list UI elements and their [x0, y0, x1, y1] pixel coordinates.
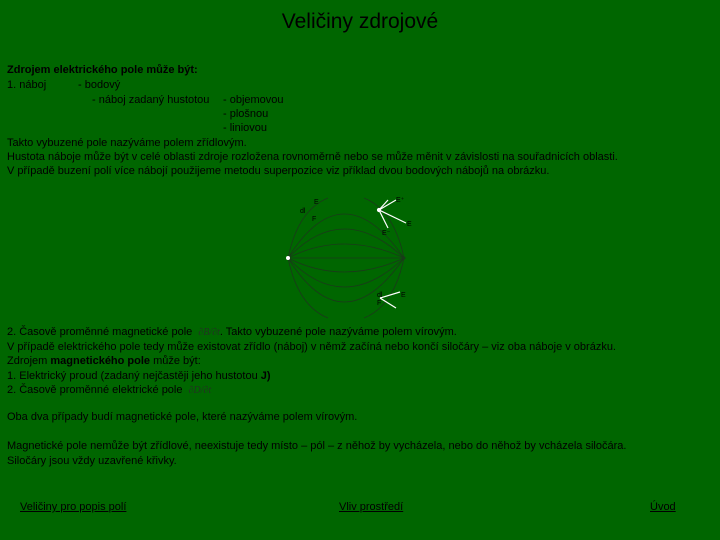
label-dl-bottom: dl — [377, 292, 383, 299]
dB-dt-formula: ∂B/∂t — [198, 327, 220, 338]
section2-line5 — [7, 384, 211, 397]
link-medium-influence[interactable]: Vliv prostředí — [339, 501, 404, 513]
link-home[interactable]: Úvod — [650, 501, 676, 513]
label-dl-top: dl — [300, 208, 306, 215]
label-e-plus: E⁺ — [396, 197, 405, 204]
section2-line3 — [7, 355, 201, 368]
label-e-bottom: E — [401, 292, 406, 299]
intro-paragraph-1: Takto vybuzené pole nazýváme polem zřídlovým. — [7, 137, 247, 149]
page-title: Veličiny zdrojové — [281, 10, 439, 33]
section2-line5-text: 2. Časově proměnné elektrické pole — [7, 384, 183, 396]
section2-line4-bold: J) — [260, 370, 271, 382]
density-volume: - objemovou — [223, 94, 284, 106]
section2-line1 — [7, 326, 457, 339]
label-f-bottom: F — [377, 300, 382, 307]
density-surface: - plošnou — [223, 108, 269, 120]
item1-point: - bodový — [78, 79, 121, 91]
label-e-minus: E⁻ — [382, 230, 391, 237]
intro-paragraph-3: V případě buzení polí více nábojí použijeme metodu superpozice viz příklad dvou bodových nábojů na obrázku. — [7, 165, 550, 177]
dD-dt-formula: ∂D/∂t — [188, 385, 212, 396]
section2-line1-text-b: . Takto vybuzené pole nazýváme polem vírovým. — [219, 326, 457, 338]
section2-line1-text: 2. Časově proměnné magnetické pole — [7, 326, 193, 338]
intro-heading: Zdrojem elektrického pole může být: — [7, 64, 198, 76]
label-e-top: E — [314, 199, 319, 206]
field-lines — [288, 198, 404, 318]
intro-paragraph-2: Hustota náboje může být v celé oblasti zdroje rozložena rovnoměrně nebo se může měnit v závislosti na souřadnicích oblasti. — [7, 151, 618, 163]
section2-line2: V případě elektrického pole tedy může existovat zřídlo (náboj) v němž začíná nebo končí siločáry – viz oba náboje v obrázku. — [7, 341, 616, 353]
negative-charge — [403, 257, 406, 260]
section2-line7: Magnetické pole nemůže být zřídlové, neexistuje tedy místo – pól – z něhož by vycházela, nebo do něhož by vcházela siločára. — [7, 440, 627, 452]
section2-line8: Siločáry jsou vždy uzavřené křivky. — [7, 455, 177, 467]
section2-line3-a: Zdrojem — [7, 355, 51, 367]
section2-line4 — [7, 370, 271, 383]
two-charges-field-figure — [278, 190, 423, 320]
label-e-right: E — [407, 221, 412, 228]
density-line: - liniovou — [223, 122, 268, 134]
item1-density: - náboj zadaný hustotou — [92, 94, 210, 106]
section2-line6: Oba dva případy budí magnetické pole, které nazýváme polem vírovým. — [7, 411, 358, 423]
positive-charge — [286, 256, 290, 260]
section2-line3-c: může být: — [150, 355, 201, 367]
link-field-quantities[interactable]: Veličiny pro popis polí — [20, 501, 127, 513]
section2-line4-a: 1. Elektrický proud (zadaný nejčastěji jeho hustotou — [7, 370, 261, 382]
item1-label: 1. náboj — [7, 79, 47, 91]
label-f-top: F — [312, 216, 317, 223]
section2-line3-bold: magnetického pole — [50, 355, 151, 367]
